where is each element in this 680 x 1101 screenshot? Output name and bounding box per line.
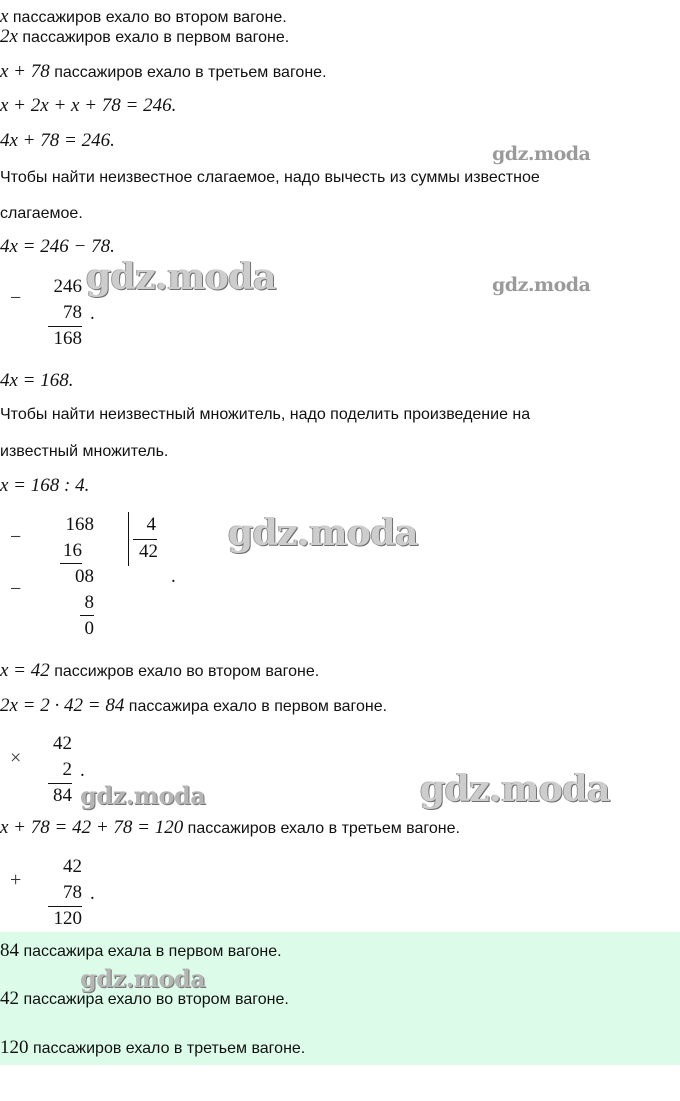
rule-text-4	[0, 441, 168, 463]
answer-text: пассажиров ехало в третьем вагоне.	[28, 1040, 306, 1057]
period: .	[90, 883, 95, 904]
remainder-2: 0	[84, 618, 94, 639]
expr: 2x	[0, 26, 18, 47]
expr: 4x = 246 − 78.	[0, 236, 115, 257]
product: 84	[53, 785, 72, 806]
line-text: пассажиров ехало в третьем вагоне.	[183, 820, 460, 837]
subtract-2: 8	[84, 592, 94, 613]
clipped-line-top	[0, 6, 287, 27]
subtract-1: 16	[63, 540, 82, 561]
minus-sign: −	[10, 287, 22, 309]
expr: 4x + 78 = 246.	[0, 130, 115, 151]
line-text: пассажиров ехало в третьем вагоне.	[49, 64, 327, 81]
result-third-car	[0, 817, 460, 840]
line-third-car	[0, 61, 327, 84]
watermark-logo: gdz.moda	[228, 512, 418, 554]
equation-5	[0, 475, 89, 498]
subtrahend: 78	[63, 302, 82, 323]
sum-line	[48, 906, 82, 907]
answer-number: 120	[0, 1037, 29, 1058]
expr: 4x = 168.	[0, 370, 74, 391]
minus-sign: −	[10, 526, 22, 548]
line-text: известный множитель.	[0, 443, 169, 460]
divisor: 4	[146, 514, 156, 535]
difference: 168	[53, 328, 82, 349]
expr: x + 2x + x + 78 = 246.	[0, 95, 177, 116]
rule-text-3	[0, 404, 530, 426]
quotient: 42	[139, 541, 158, 562]
line-text: пассажиров ехало в первом вагоне.	[17, 29, 290, 46]
line-first-car	[0, 26, 289, 49]
line-text: пассажиров ехало во втором вагоне.	[8, 9, 287, 26]
rule-text-1	[0, 167, 540, 189]
sum-line	[48, 326, 82, 327]
equation-1	[0, 95, 176, 118]
dividend: 168	[65, 514, 94, 535]
answer-number: 84	[0, 940, 19, 961]
result-first-car	[0, 695, 387, 718]
period: .	[90, 303, 95, 324]
answer-text: пассажира ехало во втором вагоне.	[19, 991, 289, 1008]
answer-third-car	[0, 1037, 305, 1060]
watermark-logo: gdz.moda	[492, 143, 591, 165]
line-text: пассажира ехало в первом вагоне.	[124, 698, 388, 715]
addend-2: 78	[63, 882, 82, 903]
line-text: слагаемое.	[0, 205, 83, 222]
minuend: 246	[53, 276, 82, 297]
division-line-1	[60, 563, 82, 564]
line-text: Чтобы найти неизвестное слагаемое, надо вычесть из суммы известное	[0, 169, 540, 186]
times-sign: ×	[10, 747, 22, 769]
watermark-logo: gdz.moda	[86, 256, 276, 298]
multiplicand: 42	[53, 733, 72, 754]
answer-number: 42	[0, 988, 19, 1009]
expr: 2x = 2 · 42 = 84	[0, 695, 125, 716]
answer-first-car	[0, 940, 282, 963]
watermark-logo: gdz.moda	[80, 781, 206, 810]
rule-text-2	[0, 203, 83, 225]
line-text: пассижров ехало во втором вагоне.	[49, 663, 320, 680]
watermark-logo: gdz.moda	[420, 768, 610, 810]
sum: 120	[53, 908, 82, 929]
product-line	[48, 783, 72, 784]
quotient-line	[133, 539, 157, 540]
expr: x = 42	[0, 660, 50, 681]
watermark-logo: gdz.moda	[492, 274, 591, 296]
period: .	[80, 760, 85, 781]
line-text: Чтобы найти неизвестный множитель, надо поделить произведение на	[0, 406, 531, 423]
equation-4	[0, 370, 74, 393]
plus-sign: +	[10, 869, 22, 891]
division-bar	[128, 512, 129, 566]
period: .	[171, 566, 176, 587]
multiplier: 2	[62, 759, 72, 780]
division-line-2	[80, 615, 94, 616]
minus-sign: −	[10, 578, 22, 600]
result-second-car	[0, 660, 319, 683]
expr: x + 78	[0, 61, 50, 82]
answer-text: пассажира ехала в первом вагоне.	[19, 943, 282, 960]
remainder-1: 08	[75, 566, 94, 587]
expr: x = 168 : 4.	[0, 475, 90, 496]
equation-2	[0, 130, 115, 153]
watermark-logo: gdz.moda	[80, 964, 206, 993]
expr: x	[0, 6, 9, 27]
expr: x + 78 = 42 + 78 = 120	[0, 817, 184, 838]
addend-1: 42	[63, 856, 82, 877]
